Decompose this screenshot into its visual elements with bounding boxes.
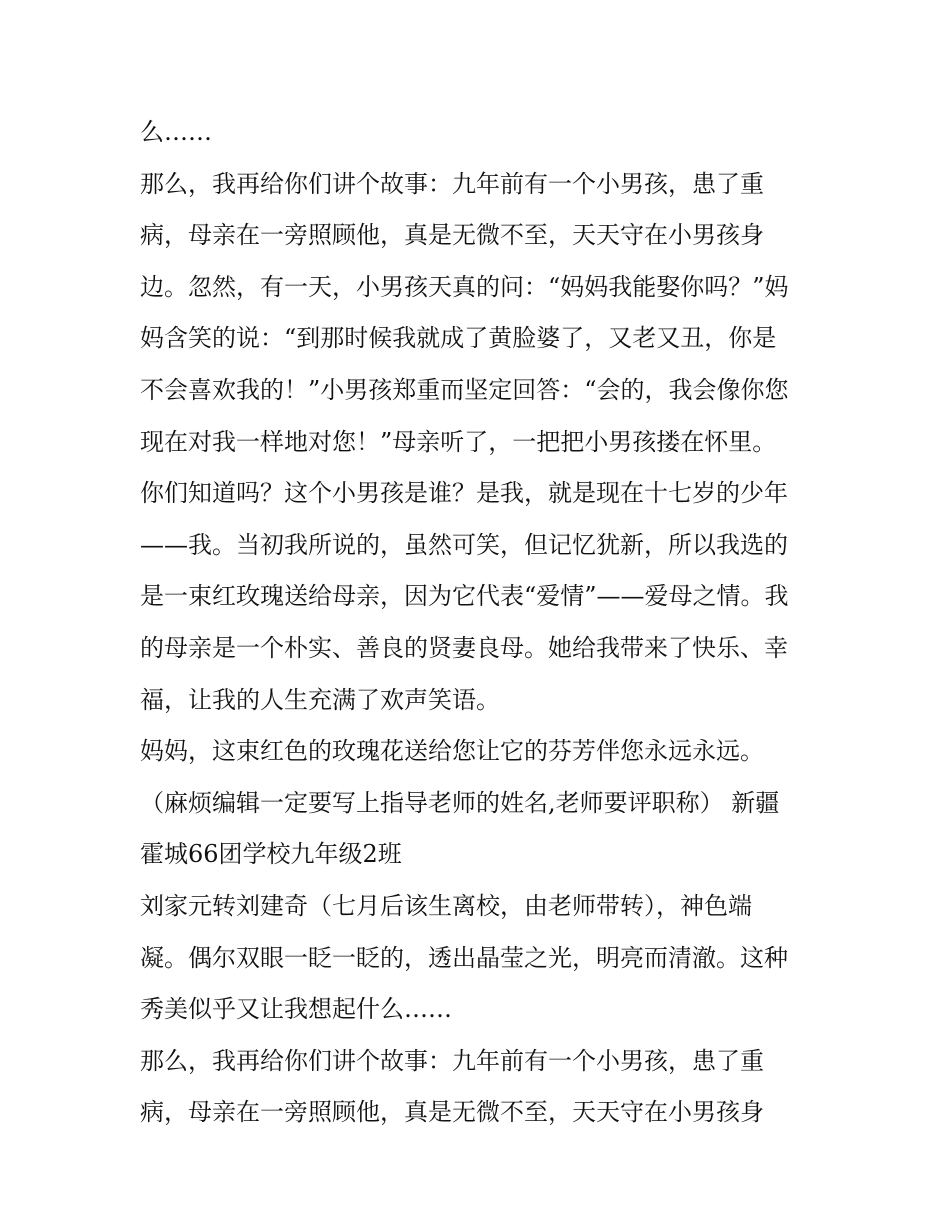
text-line-5: 妈含笑的说：“到那时候我就成了黄脸婆了，又老又丑，你是 — [140, 324, 777, 353]
text-line-19: 那么，我再给你们讲个故事：九年前有一个小男孩，患了重 — [140, 1046, 764, 1075]
text-line-8: 你们知道吗？这个小男孩是谁？是我，就是现在十七岁的少年 — [140, 479, 788, 508]
text-line-11: 的母亲是一个朴实、善良的贤妻良母。她给我带来了快乐、幸 — [140, 633, 788, 662]
text-line-9: ——我。当初我所说的，虽然可笑，但记忆犹新，所以我选的 — [140, 530, 788, 559]
text-line-16: 刘家元转刘建奇（七月后该生离校，由老师带转），神色端 — [140, 891, 752, 920]
text-line-12: 福，让我的人生充满了欢声笑语。 — [140, 685, 500, 714]
text-line-14: （麻烦编辑一定要写上指导老师的姓名,老师要评职称） 新疆 — [140, 788, 780, 817]
text-line-20: 病，母亲在一旁照顾他，真是无微不至，天天守在小男孩身 — [140, 1098, 764, 1127]
text-line-13: 妈妈，这束红色的玫瑰花送给您让它的芬芳伴您永远永远。 — [140, 737, 764, 766]
text-line-1: 么…… — [140, 118, 212, 146]
text-line-6: 不会喜欢我的！”小男孩郑重而坚定回答：“会的，我会像你您 — [140, 375, 789, 404]
document-body — [140, 107, 820, 1139]
text-line-4: 边。忽然，有一天，小男孩天真的问：“妈妈我能娶你吗？”妈 — [140, 272, 789, 301]
text-line-15: 霍城66团学校九年级2班 — [140, 840, 402, 869]
text-line-7: 现在对我一样地对您！”母亲听了，一把把小男孩搂在怀里。 — [140, 427, 777, 456]
text-line-17: 凝。偶尔双眼一眨一眨的，透出晶莹之光，明亮而清澈。这种 — [140, 943, 788, 972]
text-line-3: 病，母亲在一旁照顾他，真是无微不至，天天守在小男孩身 — [140, 221, 764, 250]
text-line-18: 秀美似乎又让我想起什么…… — [140, 995, 452, 1024]
text-line-2: 那么，我再给你们讲个故事：九年前有一个小男孩，患了重 — [140, 169, 764, 198]
text-line-10: 是一束红玫瑰送给母亲，因为它代表“爱情”——爱母之情。我 — [140, 582, 789, 611]
